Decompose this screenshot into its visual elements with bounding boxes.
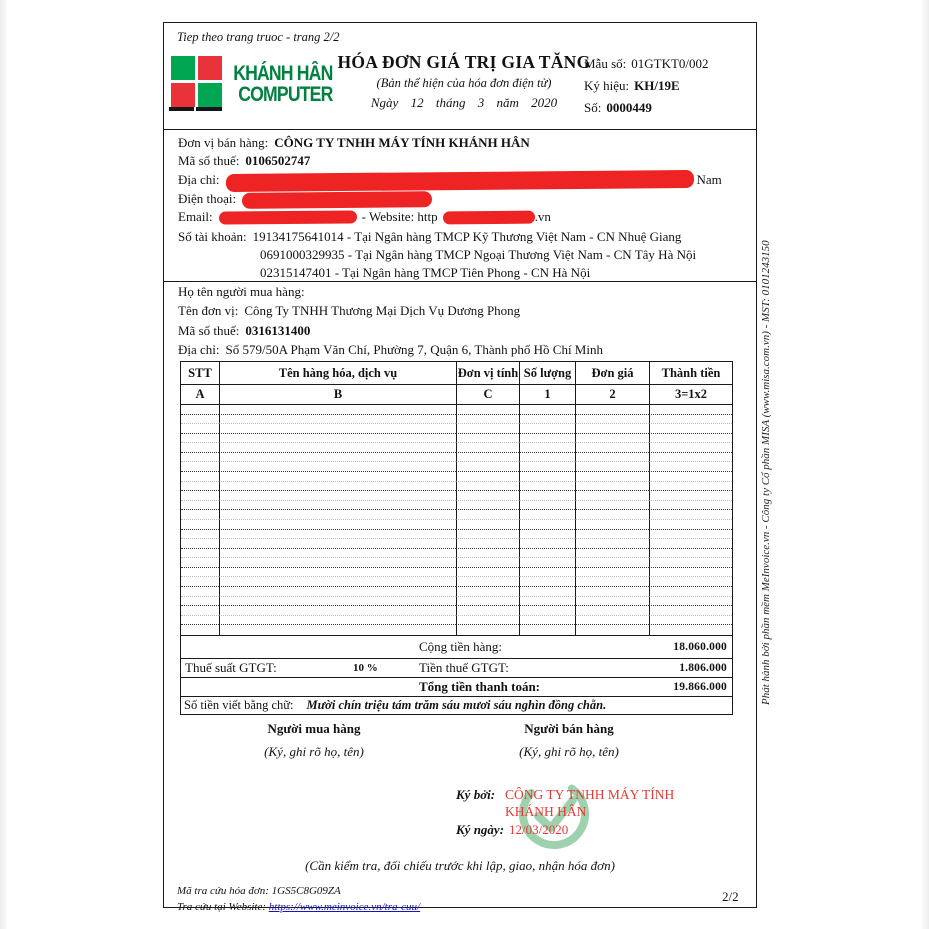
grand-total-row: Tổng tiền thanh toán: 19.866.000 — [181, 677, 732, 696]
invoice-meta — [584, 53, 709, 119]
table-empty-row — [181, 539, 732, 549]
logo-line2: COMPUTER — [238, 83, 333, 106]
invoice-number-value: 0000449 — [606, 100, 652, 115]
table-empty-row — [181, 434, 732, 444]
verification-note: (Cần kiểm tra, đối chiếu trước khi lập, giao, nhận hóa đơn) — [305, 858, 615, 873]
table-empty-row — [181, 577, 732, 587]
table-empty-row — [181, 491, 732, 501]
table-empty-row — [181, 472, 732, 482]
seller-tax-code: 0106502747 — [245, 152, 311, 168]
subtotal-value: 18.060.000 — [673, 641, 727, 653]
table-empty-row — [181, 462, 732, 472]
logo-square-red-bl — [171, 83, 195, 107]
invoice-date: Ngày 12 tháng 3 năm 2020 — [370, 95, 558, 110]
lookup-website-row: Tra cứu tại Website: https://www.meinvoice.vn/tra-cuu/ — [177, 901, 421, 913]
table-empty-row — [181, 501, 732, 511]
table-empty-row — [181, 443, 732, 453]
line-items-table — [180, 361, 733, 715]
redaction-bar-phone — [242, 191, 432, 209]
seller-name-row: Đơn vị bán hàng: CÔNG TY TNHH MÁY TÍNH KHÁNH HÂN — [178, 134, 530, 150]
buyer-signature-block: Người mua hàng (Ký, ghi rõ họ, tên) — [264, 721, 364, 759]
signed-by-value: CÔNG TY TNHH MÁY TÍNH KHÁNH HÂN — [505, 787, 675, 819]
buyer-address: Số 579/50A Phạm Văn Chí, Phường 7, Quận 6, Thành phố Hồ Chí Minh — [225, 342, 603, 357]
table-empty-row — [181, 587, 732, 597]
redaction-bar-email — [219, 210, 357, 224]
vat-row: Thuế suất GTGT: 10 % Tiền thuế GTGT: 1.806.000 — [181, 658, 732, 677]
table-empty-row — [181, 415, 732, 425]
logo-square-green-tl — [171, 56, 195, 80]
issuer-side-note: Phát hành bởi phần mềm MeInvoice.vn - Công ty Cổ phần MISA (www.misa.com.vn) - MST: 0101243150 — [760, 240, 772, 705]
table-empty-row — [181, 520, 732, 530]
logo-square-green-br — [198, 83, 222, 107]
page-edge-right — [922, 0, 929, 929]
invoice-document — [163, 22, 757, 913]
invoice-footer — [177, 883, 420, 915]
seller-website-fragment: - Website: http — [361, 208, 438, 224]
redaction-bar-website — [443, 211, 535, 225]
seller-section — [164, 131, 756, 283]
table-empty-row — [181, 606, 732, 616]
seller-website-tail: .vn — [534, 208, 551, 224]
bank-account-row-1: Số tài khoản: 19134175641014 - Tại Ngân hàng TMCP Kỹ Thương Việt Nam - CN Nhuệ Giang — [178, 228, 682, 244]
form-number-value: 01GTKT0/002 — [631, 56, 709, 71]
buyer-company: Công Ty TNHH Thương Mại Dịch Vụ Dương Phong — [244, 303, 521, 318]
logo-square-red-tr — [198, 56, 222, 80]
bank-account-1: 19134175641014 - Tại Ngân hàng TMCP Kỹ Thương Việt Nam - CN Nhuệ Giang — [252, 228, 682, 244]
buyer-tax-row: Mã số thuế: 0316131400 — [178, 323, 311, 338]
buyer-person-row: Họ tên người mua hàng: — [178, 284, 305, 299]
col-header-unit: Đơn vị tính — [456, 362, 519, 384]
table-body — [181, 405, 732, 635]
bank-account-row-2 — [260, 247, 696, 263]
bank-account-3: 02315147401 - Tại Ngân hàng TMCP Tiên Phong - CN Hà Nội — [260, 264, 591, 280]
page-number: 2/2 — [722, 889, 739, 904]
table-empty-row — [181, 482, 732, 492]
form-number-row: Mẫu số: 01GTKT0/002 — [584, 56, 709, 71]
table-empty-row — [181, 568, 732, 578]
signed-by-label: Ký bởi: — [456, 787, 496, 802]
logo-squares-icon — [171, 56, 224, 114]
serial-value: KH/19E — [634, 78, 680, 93]
seller-email-row: Email: - Website: http .vn — [178, 208, 551, 224]
valid-signature-icon — [514, 774, 594, 854]
amount-in-words: Mười chín triệu tám trăm sáu mươi sáu nghìn đồng chẵn. — [306, 698, 607, 712]
invoice-header — [164, 23, 756, 130]
table-empty-row — [181, 453, 732, 463]
lookup-code: 1GS5C8G09ZA — [271, 885, 341, 897]
seller-address-row: Địa chỉ: Nam — [178, 172, 722, 190]
table-empty-row — [181, 625, 732, 635]
subtotal-row: Cộng tiền hàng: 18.060.000 — [181, 635, 732, 658]
table-subheader-row: A B C 1 2 3=1x2 — [181, 385, 732, 405]
invoice-number-row: Số: 0000449 — [584, 100, 652, 115]
logo-shadow — [196, 107, 222, 111]
vat-rate-value: 10 % — [353, 662, 378, 674]
page-continuation-note: Tiep theo trang truoc - trang 2/2 — [177, 30, 340, 44]
table-empty-row — [181, 530, 732, 540]
invoice-title-block — [316, 52, 612, 111]
table-header-row — [181, 362, 732, 385]
seller-phone-row: Điện thoại: — [178, 191, 432, 208]
lookup-website-link[interactable]: https://www.meinvoice.vn/tra-cuu/ — [268, 901, 421, 913]
seller-tax-row: Mã số thuế: 0106502747 — [178, 152, 311, 168]
buyer-address-row: Địa chỉ: Số 579/50A Phạm Văn Chí, Phường 7, Quận 6, Thành phố Hồ Chí Minh — [178, 342, 603, 357]
redaction-bar-address — [225, 169, 693, 191]
table-empty-row — [181, 510, 732, 520]
seller-address-tail: Nam — [696, 171, 722, 187]
bank-account-row-3 — [260, 265, 590, 281]
table-empty-row — [181, 558, 732, 568]
grand-total-value: 19.866.000 — [673, 681, 727, 693]
page-edge-left — [0, 0, 7, 929]
seller-name: CÔNG TY TNHH MÁY TÍNH KHÁNH HÂN — [274, 134, 530, 150]
buyer-section — [164, 281, 756, 361]
table-empty-row — [181, 405, 732, 415]
table-empty-row — [181, 616, 732, 626]
amount-in-words-row: Số tiền viết bằng chữ: Mười chín triệu tám trăm sáu mươi sáu nghìn đồng chẵn. — [181, 696, 732, 714]
table-empty-row — [181, 424, 732, 434]
invoice-subtitle: (Bản thể hiện của hóa đơn điện tử) — [376, 76, 552, 90]
col-header-amount: Thành tiền — [649, 362, 732, 384]
col-header-description: Tên hàng hóa, dịch vụ — [219, 362, 456, 384]
table-empty-row — [181, 597, 732, 607]
serial-row: Ký hiệu: KH/19E — [584, 78, 680, 93]
buyer-tax-code: 0316131400 — [245, 323, 311, 338]
lookup-code-row: Mã tra cứu hóa đơn: 1GS5C8G09ZA — [177, 885, 341, 897]
logo-line1: KHÁNH HÂN — [233, 62, 333, 85]
vat-value: 1.806.000 — [679, 662, 727, 674]
invoice-title: HÓA ĐƠN GIÁ TRỊ GIA TĂNG — [337, 52, 591, 72]
signed-date-value: 12/03/2020 — [509, 822, 569, 837]
bank-account-2: 0691000329935 - Tại Ngân hàng TMCP Ngoại Thương Việt Nam - CN Tây Hà Nội — [260, 246, 697, 262]
logo-shadow — [169, 107, 194, 111]
col-header-quantity: Số lượng — [519, 362, 575, 384]
buyer-company-row: Tên đơn vị: Công Ty TNHH Thương Mại Dịch Vụ Dương Phong — [178, 303, 521, 318]
seller-signature-block: Người bán hàng (Ký, ghi rõ họ, tên) — [519, 721, 619, 759]
col-header-stt: STT — [188, 366, 212, 380]
table-empty-row — [181, 549, 732, 559]
signed-date-label: Ký ngày: — [456, 822, 505, 837]
col-header-unit-price: Đơn giá — [575, 362, 649, 384]
